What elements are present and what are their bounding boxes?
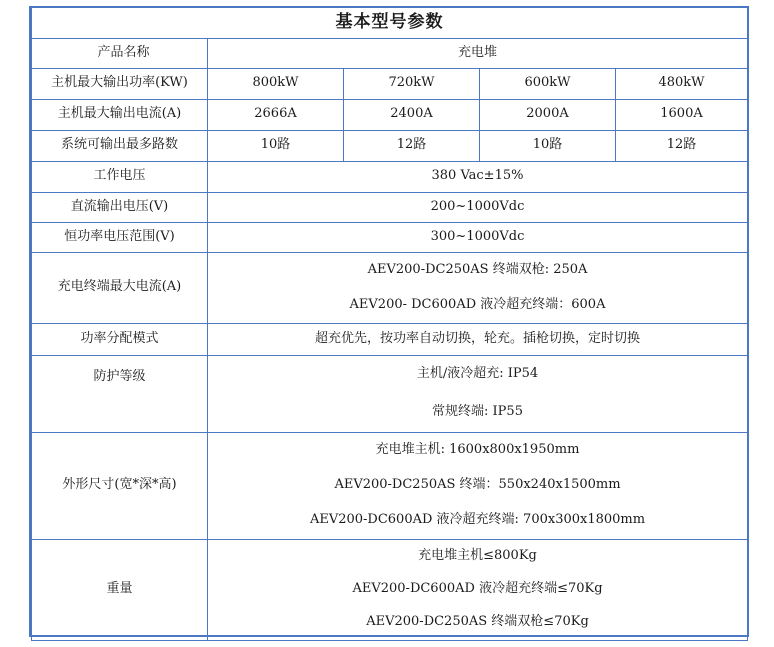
row-label: 直流输出电压(V) (32, 192, 208, 222)
row-cell: 720kW (344, 68, 480, 99)
table-row (32, 192, 748, 222)
row-value: 380 Vac±15% (208, 161, 748, 192)
row-label: 外形尺寸(宽*深*高) (32, 432, 208, 539)
value-line: AEV200-DC250AS 终端双枪: 250A (367, 261, 588, 277)
row-value: 超充优先，按功率自动切换，轮充。插枪切换，定时切换 (208, 323, 748, 355)
row-cell: 2000A (480, 99, 616, 130)
row-label: 防护等级 (32, 355, 208, 432)
row-label: 充电终端最大电流(A) (32, 252, 208, 323)
value-line: AEV200-DC600AD 液冷超充终端≤70Kg (352, 581, 603, 597)
row-cell: 12路 (616, 130, 748, 161)
row-label: 重量 (32, 539, 208, 640)
spec-sheet (29, 6, 749, 637)
row-label: 工作电压 (32, 161, 208, 192)
table-row (32, 432, 748, 539)
table-row (32, 323, 748, 355)
table-row (32, 99, 748, 130)
row-cell: 1600A (616, 99, 748, 130)
table-row (32, 161, 748, 192)
row-cell: 2666A (208, 99, 344, 130)
value-line: 充电堆主机≤800Kg (418, 547, 537, 563)
row-label: 恒功率电压范围(V) (32, 222, 208, 252)
row-label: 功率分配模式 (32, 323, 208, 355)
value-line: 主机/液冷超充: IP54 (416, 366, 539, 382)
row-label: 主机最大输出电流(A) (32, 99, 208, 130)
row-cell: 10路 (480, 130, 616, 161)
table-row (32, 222, 748, 252)
row-label: 系统可输出最多路数 (32, 130, 208, 161)
table-row (32, 539, 748, 640)
row-cell: 2400A (344, 99, 480, 130)
row-cell: 10路 (208, 130, 344, 161)
row-value: 300~1000Vdc (208, 222, 748, 252)
value-line: AEV200- DC600AD 液冷超充终端：600A (349, 296, 606, 312)
row-value (208, 432, 748, 539)
row-cell: 600kW (480, 68, 616, 99)
value-line: 常规终端: IP55 (432, 404, 523, 420)
row-label: 主机最大输出功率(KW) (32, 68, 208, 99)
row-cell: 480kW (616, 68, 748, 99)
value-line: AEV200-DC250AS 终端双枪≤70Kg (366, 614, 589, 630)
table-row (32, 38, 748, 68)
table-row (32, 68, 748, 99)
row-label: 产品名称 (32, 38, 208, 68)
value-line: AEV200-DC250AS 终端：550x240x1500mm (334, 477, 621, 493)
value-line: AEV200-DC600AD 液冷超充终端: 700x300x1800mm (309, 512, 646, 528)
table-row (32, 130, 748, 161)
row-value (208, 539, 748, 640)
row-value: 充电堆 (208, 38, 748, 68)
row-value (208, 252, 748, 323)
row-cell: 12路 (344, 130, 480, 161)
table-row (32, 252, 748, 323)
row-value: 200~1000Vdc (208, 192, 748, 222)
value-line: 充电堆主机: 1600x800x1950mm (375, 441, 580, 457)
row-value (208, 355, 748, 432)
row-cell: 800kW (208, 68, 344, 99)
table-row (32, 355, 748, 432)
spec-table (31, 8, 748, 641)
table-title: 基本型号参数 (32, 8, 748, 38)
